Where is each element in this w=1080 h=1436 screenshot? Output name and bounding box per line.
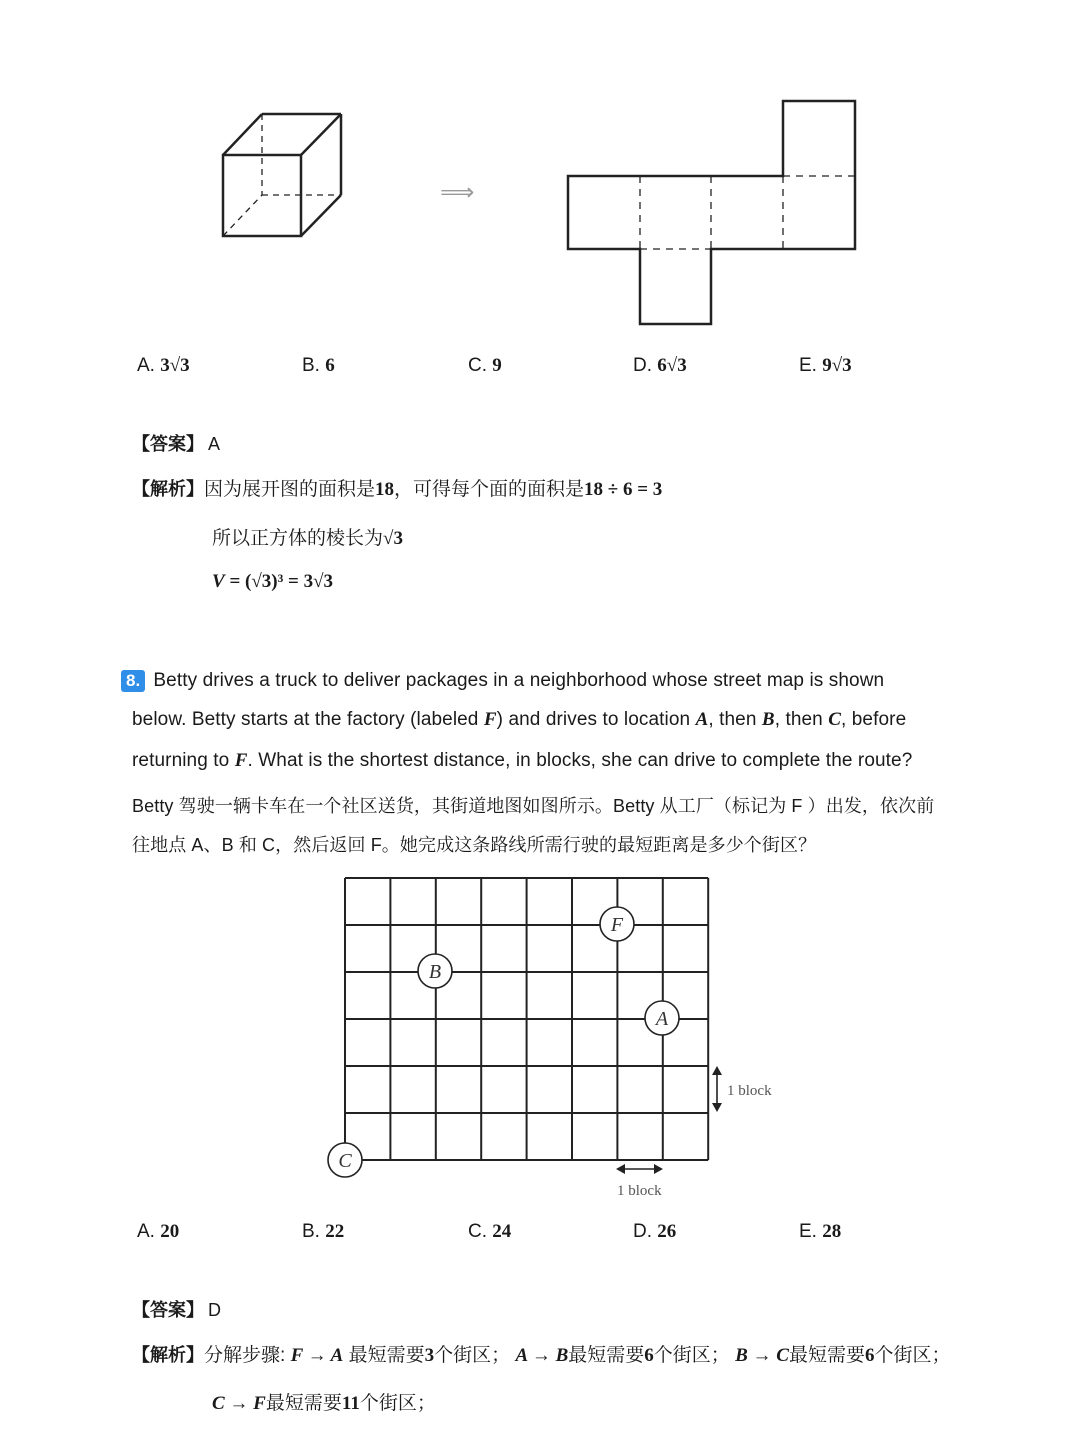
analysis-text: 个街区；	[359, 1393, 436, 1414]
analysis-tag: 【解析】	[132, 479, 204, 499]
choice-value: 9√3	[822, 355, 852, 376]
analysis-number: 6	[864, 1345, 875, 1366]
q8-choice-b[interactable]	[302, 1221, 344, 1243]
choice-letter: A.	[137, 1221, 155, 1242]
q7-answer	[132, 430, 220, 456]
analysis-text: 分解步骤:	[204, 1345, 286, 1366]
answer-tag: 【答案】	[132, 1300, 204, 1320]
analysis-number: 6	[644, 1345, 654, 1366]
answer-value: A	[208, 434, 221, 454]
question-text: returning to	[132, 750, 235, 771]
implies-arrow-icon: ⟹	[440, 178, 475, 206]
analysis-text: 所以正方体的棱长为	[212, 528, 384, 549]
question-text: Betty drives a truck to deliver packages in a neighborhood whose street map is shown	[153, 670, 885, 691]
svg-text:F: F	[610, 914, 624, 936]
q7-choice-c[interactable]	[468, 355, 502, 377]
choice-value: 20	[160, 1221, 180, 1242]
block-indicator-horizontal	[616, 1164, 663, 1174]
q8-choice-d[interactable]	[633, 1221, 676, 1243]
analysis-expression: √3	[383, 528, 403, 549]
q8-choice-a[interactable]	[137, 1221, 179, 1243]
choice-letter: B.	[302, 355, 320, 376]
q7-choice-b[interactable]	[302, 355, 335, 377]
block-label-horizontal: 1 block	[617, 1183, 662, 1199]
cube-drawing	[223, 114, 341, 236]
choice-value: 9	[492, 355, 502, 376]
analysis-text: 最短需要	[568, 1345, 645, 1366]
choice-letter: E.	[799, 1221, 817, 1242]
label-f: F	[234, 750, 248, 771]
choice-value: 6	[325, 355, 335, 376]
q7-choice-e[interactable]	[799, 355, 852, 377]
choice-value: 24	[492, 1221, 512, 1242]
question-text: . What is the shortest distance, in blocks, she can drive to complete the route?	[247, 750, 913, 771]
variable-v: V	[212, 571, 225, 592]
q8-text-zh-line2	[132, 831, 816, 857]
question-text: , then	[774, 709, 829, 730]
analysis-text: 个街区；	[874, 1345, 951, 1366]
q8-text-line2	[132, 709, 906, 731]
question-text-zh: Betty 驾驶一辆卡车在一个社区送货，其街道地图如图所示。Betty 从工厂（标记为 F ）出发，依次前	[132, 796, 935, 816]
analysis-expression: B → C	[735, 1345, 789, 1366]
analysis-expression: = (√3)³ = 3√3	[224, 571, 334, 592]
choice-letter: C.	[468, 355, 487, 376]
question-text-zh: 往地点 A、B 和 C，然后返回 F。她完成这条路线所需行驶的最短距离是多少个街区？	[132, 835, 817, 855]
choice-value: 22	[325, 1221, 345, 1242]
block-indicator-vertical	[712, 1066, 722, 1112]
q8-choice-e[interactable]	[799, 1221, 841, 1243]
question-text: below. Betty starts at the factory (labeled	[132, 709, 484, 730]
analysis-text: ，可得每个面的面积是	[394, 479, 585, 500]
choice-letter: A.	[137, 355, 155, 376]
question-text: , before	[841, 709, 907, 730]
answer-tag: 【答案】	[132, 434, 204, 454]
analysis-expression: F → A	[290, 1345, 344, 1366]
analysis-text: 个街区；	[434, 1345, 511, 1366]
choice-letter: E.	[799, 355, 817, 376]
choice-letter: D.	[633, 1221, 652, 1242]
location-c	[328, 1143, 362, 1177]
analysis-text: 最短需要	[265, 1393, 342, 1414]
q8-choice-c[interactable]	[468, 1221, 511, 1243]
label-a: A	[695, 709, 709, 730]
label-b: B	[761, 709, 775, 730]
q7-analysis-line1	[132, 474, 662, 501]
location-f	[600, 907, 634, 941]
analysis-tag: 【解析】	[132, 1345, 204, 1365]
analysis-number: 11	[341, 1393, 360, 1414]
q8-text-zh-line1	[132, 792, 934, 818]
analysis-expression: 18 ÷ 6 = 3	[584, 479, 663, 500]
q7-analysis-line2	[212, 523, 403, 550]
svg-text:A: A	[655, 1008, 669, 1030]
analysis-text: 个街区；	[653, 1345, 730, 1366]
analysis-text: 最短需要	[788, 1345, 865, 1366]
answer-value: D	[208, 1300, 221, 1320]
choice-value: 3√3	[160, 355, 190, 376]
label-c: C	[828, 709, 841, 730]
q7-choice-d[interactable]	[633, 355, 687, 377]
choice-letter: B.	[302, 1221, 320, 1242]
q8-analysis-line1	[132, 1340, 950, 1367]
question-number-badge: 8.	[121, 670, 145, 692]
svg-text:C: C	[338, 1150, 352, 1172]
location-b	[418, 954, 452, 988]
choice-value: 28	[822, 1221, 842, 1242]
svg-text:B: B	[428, 961, 442, 983]
q8-text-line3	[132, 750, 912, 772]
analysis-text: 因为展开图的面积是	[204, 479, 376, 500]
q8-text-line1	[121, 670, 884, 692]
analysis-expression: C → F	[212, 1393, 266, 1414]
q8-analysis-line2	[212, 1388, 436, 1415]
label-f: F	[483, 709, 497, 730]
choice-letter: D.	[633, 355, 652, 376]
analysis-expression: A → B	[515, 1345, 569, 1366]
street-map	[0, 860, 1080, 1210]
q8-answer	[132, 1296, 221, 1322]
choice-value: 26	[657, 1221, 677, 1242]
choice-letter: C.	[468, 1221, 487, 1242]
q7-choice-a[interactable]	[137, 355, 190, 377]
analysis-number: 3	[424, 1345, 435, 1366]
question-text: ) and drives to location	[496, 709, 696, 730]
analysis-text: 最短需要	[343, 1345, 425, 1366]
analysis-number: 18	[375, 479, 395, 500]
net-drawing	[568, 101, 855, 324]
question-text: , then	[708, 709, 762, 730]
block-label-vertical: 1 block	[727, 1083, 772, 1099]
location-a	[645, 1001, 679, 1035]
choice-value: 6√3	[657, 355, 687, 376]
cube-net-figure	[0, 0, 1080, 340]
q7-analysis-line3	[212, 571, 333, 593]
